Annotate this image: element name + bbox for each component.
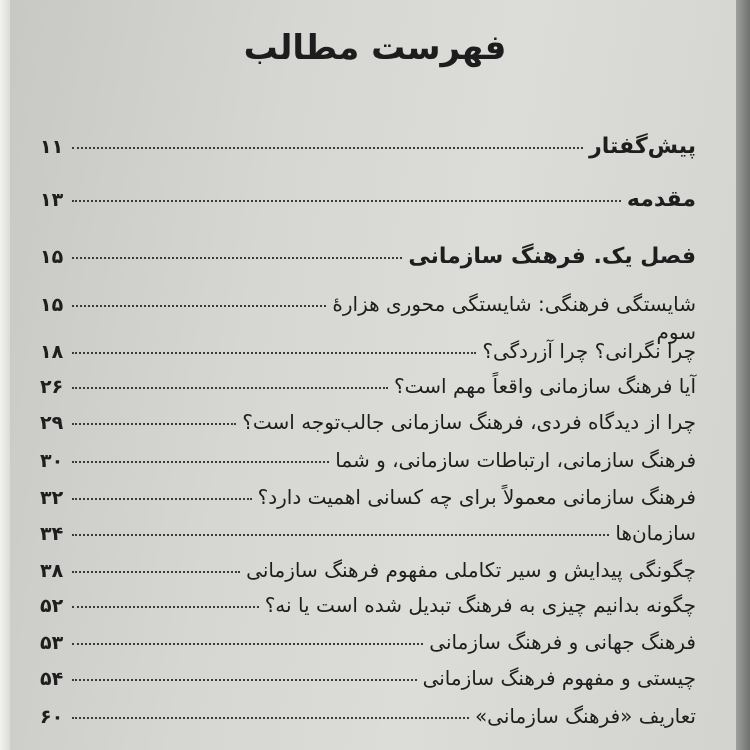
toc-entry-nature-concept <box>40 666 696 690</box>
toc-entry-label: چگونگی پیدایش و سیر تکاملی مفهوم فرهنگ سازمانی <box>246 558 696 582</box>
page-title: فهرست مطالب <box>243 28 507 68</box>
dot-leader <box>72 423 236 425</box>
toc-entry-chapter-one <box>40 244 696 269</box>
toc-entry-does-culture-matter <box>40 374 696 398</box>
dot-leader <box>72 305 326 307</box>
toc-entry-label-line2: سوم <box>656 320 696 344</box>
toc-entry-global-culture <box>40 630 696 654</box>
toc-page-number: ۱۵ <box>40 246 64 268</box>
toc-entry-label: سازمان‌ها <box>615 521 696 545</box>
toc-page-number: ۲۹ <box>40 412 64 434</box>
toc-entry-label: فرهنگ سازمانی، ارتباطات سازمانی، و شما <box>335 448 696 472</box>
toc-entry-introduction <box>40 187 696 212</box>
dot-leader <box>72 147 583 149</box>
dot-leader <box>72 534 609 536</box>
toc-page-number: ۳۸ <box>40 560 64 582</box>
dot-leader <box>72 679 417 681</box>
toc-entry-organizations <box>40 521 696 545</box>
toc-entry-individual-view <box>40 410 696 434</box>
dot-leader <box>72 200 621 202</box>
toc-entry-label: چیستی و مفهوم فرهنگ سازمانی <box>422 666 696 690</box>
dot-leader <box>72 498 252 500</box>
toc-page-number: ۳۰ <box>40 450 64 472</box>
toc-entry-label: تعاریف «فرهنگ سازمانی» <box>474 704 696 728</box>
toc-entry-evolution <box>40 558 696 582</box>
toc-page-number: ۵۲ <box>40 595 64 617</box>
dot-leader <box>72 257 402 259</box>
toc-page-number: ۱۳ <box>40 189 64 211</box>
page-left-edge <box>0 0 10 750</box>
toc-entry-label: مقدمه <box>626 187 696 212</box>
toc-page-number: ۲۶ <box>40 376 64 398</box>
page-right-edge-shadow <box>736 0 750 750</box>
toc-entry-label: پیش‌گفتار <box>589 134 696 159</box>
toc-entry-communication-and-you <box>40 448 696 472</box>
toc-page-number: ۵۴ <box>40 668 64 690</box>
dot-leader <box>72 717 469 719</box>
toc-entry-cultural-competence <box>40 290 696 346</box>
dot-leader <box>72 571 240 573</box>
dot-leader <box>72 387 388 389</box>
toc-entry-why-worry <box>40 339 696 363</box>
toc-entry-label: فصل یک. فرهنگ سازمانی <box>408 244 696 269</box>
toc-page-number: ۵۳ <box>40 632 64 654</box>
toc-entry-label: چگونه بدانیم چیزی به فرهنگ تبدیل شده است یا نه؟ <box>264 593 696 617</box>
toc-entry-foreword <box>40 134 696 159</box>
toc-entry-label: فرهنگ سازمانی معمولاً برای چه کسانی اهمیت دارد؟ <box>257 485 696 509</box>
toc-page-number: ۱۱ <box>40 136 64 158</box>
dot-leader <box>72 461 329 463</box>
toc-entry-label: چرا نگرانی؟ چرا آزردگی؟ <box>482 339 696 363</box>
toc-entry-label: فرهنگ جهانی و فرهنگ سازمانی <box>429 630 696 654</box>
toc-page-number: ۱۸ <box>40 341 64 363</box>
toc-entry-label-line1: شایستگی فرهنگی: شایستگی محوری هزارهٔ <box>332 292 696 316</box>
toc-entry-label: چرا از دیدگاه فردی، فرهنگ سازمانی جالب‌توجه است؟ <box>242 410 696 434</box>
toc-entry-label: آیا فرهنگ سازمانی واقعاً مهم است؟ <box>394 374 696 398</box>
toc-entry-how-to-know <box>40 593 696 617</box>
dot-leader <box>72 352 476 354</box>
toc-entry-definitions <box>40 704 696 728</box>
toc-entry-who-cares <box>40 485 696 509</box>
toc-page-number: ۶۰ <box>40 706 64 728</box>
dot-leader <box>72 643 423 645</box>
toc-page-number: ۱۵ <box>40 294 64 316</box>
toc-page-number: ۳۴ <box>40 523 64 545</box>
toc-page-number: ۳۲ <box>40 487 64 509</box>
dot-leader <box>72 606 259 608</box>
toc-entry-label <box>332 290 696 346</box>
